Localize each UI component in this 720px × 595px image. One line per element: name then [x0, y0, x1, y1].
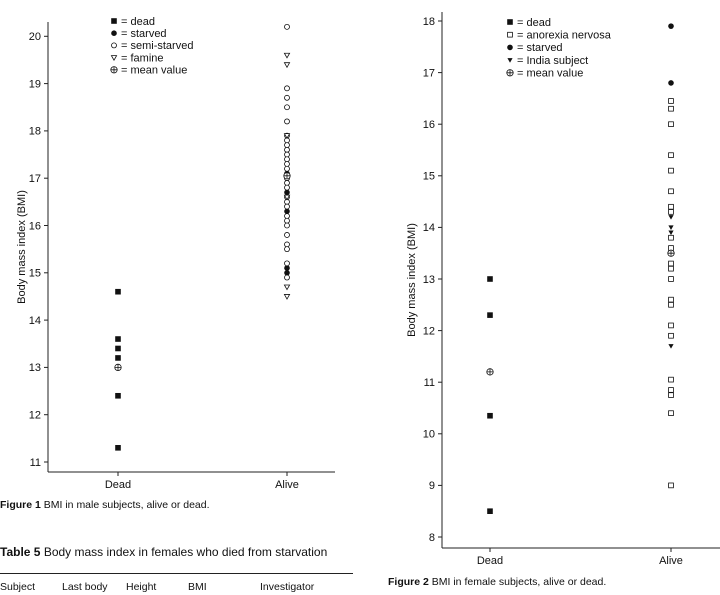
fig1-point-famine-5	[284, 294, 289, 299]
fig1-point-mean-value-1	[284, 173, 290, 179]
fig1-legend-marker-famine	[111, 56, 116, 61]
fig2-point-anorexia-nervosa-10	[669, 261, 674, 266]
fig1-legend-label-famine: = famine	[121, 52, 164, 65]
fig1-legend-marker-semi-starved	[112, 43, 117, 48]
fig1-legend-marker-mean-value	[111, 67, 117, 73]
figure-2-chart	[380, 0, 720, 572]
fig2-point-anorexia-nervosa-0	[669, 99, 674, 104]
fig1-point-semi-starved-18	[285, 204, 290, 209]
table-5-col-bmi: BMI	[188, 581, 207, 593]
fig2-series-starved	[668, 23, 674, 85]
figure-2-label: Figure 2	[388, 576, 429, 588]
fig2-xtick-label-dead: Dead	[476, 555, 504, 567]
fig2-point-mean-value-1	[668, 250, 674, 256]
fig2-point-india-subject-3	[668, 344, 673, 349]
fig2-point-starved-1	[668, 80, 674, 86]
fig2-point-anorexia-nervosa-19	[669, 393, 674, 398]
fig1-point-semi-starved-14	[285, 180, 290, 185]
fig1-point-semi-starved-24	[285, 247, 290, 252]
fig2-ytick-label-18: 18	[422, 15, 435, 28]
fig1-legend-label-semi-starved: = semi-starved	[121, 40, 194, 53]
fig1-xtick-label-alive: Alive	[275, 479, 299, 491]
fig1-point-mean-value-0	[115, 364, 121, 370]
fig2-legend-label-mean-value: = mean value	[517, 67, 584, 80]
fig2-point-anorexia-nervosa-16	[669, 333, 674, 338]
fig1-point-semi-starved-23	[285, 242, 290, 247]
fig1-point-semi-starved-22	[285, 232, 290, 237]
fig2-point-anorexia-nervosa-17	[669, 377, 674, 382]
figure-2-caption-text: BMI in female subjects, alive or dead.	[431, 576, 607, 588]
fig1-point-dead-4	[115, 393, 121, 399]
fig1-ytick-label-12: 12	[28, 409, 41, 422]
fig1-legend	[111, 16, 194, 77]
fig2-series-mean-value	[487, 250, 674, 375]
fig1-ytick-label-20: 20	[28, 31, 41, 44]
fig1-point-dead-5	[115, 445, 121, 451]
fig2-legend-marker-dead	[507, 19, 513, 25]
fig2-y-axis-title: Body mass index (BMI)	[406, 223, 418, 337]
fig2-ytick-label-12: 12	[422, 325, 435, 338]
fig1-point-semi-starved-15	[285, 185, 290, 190]
fig2-point-anorexia-nervosa-6	[669, 204, 674, 209]
table-5-col-last-body: Last body	[62, 581, 108, 593]
fig1-point-semi-starved-3	[285, 105, 290, 110]
fig1-legend-label-dead: = dead	[121, 15, 155, 28]
fig2-point-dead-0	[487, 276, 493, 282]
fig2-ytick-label-11: 11	[423, 377, 435, 389]
fig1-point-dead-2	[115, 346, 121, 352]
fig2-point-anorexia-nervosa-20	[669, 411, 674, 416]
fig1-point-semi-starved-25	[285, 261, 290, 266]
fig1-point-semi-starved-4	[285, 119, 290, 124]
fig2-legend-marker-india-subject	[507, 58, 512, 63]
fig1-point-famine-4	[284, 285, 289, 290]
fig2-point-anorexia-nervosa-14	[669, 302, 674, 307]
fig1-ytick-label-14: 14	[28, 314, 41, 327]
fig1-point-semi-starved-19	[285, 214, 290, 219]
fig2-point-anorexia-nervosa-21	[669, 483, 674, 488]
fig1-point-semi-starved-26	[285, 275, 290, 280]
fig1-series-mean-value	[115, 173, 290, 371]
fig2-point-mean-value-0	[487, 369, 493, 375]
figure-1-chart	[0, 0, 350, 495]
fig2-point-anorexia-nervosa-1	[669, 106, 674, 111]
fig1-y-axis-title: Body mass index (BMI)	[16, 190, 28, 304]
fig2-point-anorexia-nervosa-4	[669, 168, 674, 173]
table-5-title-text: Body mass index in females who died from starvation	[43, 545, 328, 559]
fig2-point-anorexia-nervosa-11	[669, 266, 674, 271]
fig2-xtick-label-alive: Alive	[659, 555, 683, 567]
fig1-point-famine-0	[284, 53, 289, 58]
fig2-ytick-label-10: 10	[422, 428, 435, 441]
fig1-point-semi-starved-1	[285, 86, 290, 91]
fig1-point-dead-1	[115, 336, 121, 342]
fig2-legend-marker-mean-value	[507, 70, 513, 76]
fig1-point-semi-starved-11	[285, 162, 290, 167]
fig2-point-anorexia-nervosa-18	[669, 388, 674, 393]
fig2-legend-label-india-subject: = India subject	[517, 54, 589, 67]
fig2-ytick-label-16: 16	[422, 119, 435, 131]
table-5-label: Table 5	[0, 545, 41, 559]
figure-2-caption	[388, 576, 606, 588]
fig2-ytick-label-14: 14	[422, 222, 435, 235]
fig1-point-semi-starved-21	[285, 223, 290, 228]
fig2-point-india-subject-2	[668, 231, 673, 236]
fig2-ytick-label-13: 13	[422, 273, 435, 286]
table-5-title	[0, 545, 327, 559]
fig2-point-anorexia-nervosa-2	[669, 122, 674, 127]
fig1-ytick-label-18: 18	[28, 125, 41, 138]
fig2-point-dead-1	[487, 312, 493, 318]
fig2-point-starved-0	[668, 23, 674, 29]
table-5-col-height: Height	[126, 581, 157, 593]
fig2-legend-label-dead: = dead	[517, 16, 551, 29]
table-5-col-investigator: Investigator	[260, 581, 315, 593]
fig1-ytick-label-13: 13	[28, 362, 41, 375]
fig2-point-india-subject-0	[668, 215, 673, 220]
fig1-ytick-label-15: 15	[28, 267, 41, 280]
fig1-legend-marker-starved	[111, 30, 117, 36]
figure-1-caption	[0, 499, 210, 511]
fig2-legend-marker-starved	[507, 45, 513, 51]
fig2-legend-label-anorexia-nervosa: = anorexia nervosa	[517, 29, 611, 42]
fig2-legend-label-starved: = starved	[517, 42, 563, 55]
fig2-point-anorexia-nervosa-5	[669, 189, 674, 194]
fig2-point-anorexia-nervosa-12	[669, 277, 674, 282]
fig1-point-semi-starved-8	[285, 147, 290, 152]
fig2-point-dead-2	[487, 413, 493, 419]
fig2-legend-marker-anorexia-nervosa	[508, 32, 513, 37]
fig1-point-dead-3	[115, 355, 121, 361]
fig1-xtick-label-dead: Dead	[104, 479, 132, 491]
fig1-ytick-label-11: 11	[29, 456, 41, 469]
fig1-point-famine-1	[284, 63, 289, 68]
fig1-legend-label-starved: = starved	[121, 28, 167, 40]
fig2-point-anorexia-nervosa-8	[669, 235, 674, 240]
fig1-point-semi-starved-10	[285, 157, 290, 162]
fig1-ytick-label-19: 19	[28, 78, 41, 91]
fig2-ytick-label-8: 8	[428, 531, 435, 544]
fig2-series-dead	[487, 276, 493, 514]
table-5-top-rule	[0, 573, 353, 574]
fig1-ytick-label-16: 16	[28, 220, 41, 233]
fig2-ytick-label-15: 15	[422, 170, 435, 183]
figure-1-label: Figure 1	[0, 499, 41, 511]
fig2-legend	[507, 17, 612, 80]
fig2-point-anorexia-nervosa-7	[669, 210, 674, 215]
fig2-point-anorexia-nervosa-3	[669, 153, 674, 158]
figure-1-caption-text: BMI in male subjects, alive or dead.	[43, 499, 210, 511]
fig2-point-india-subject-1	[668, 225, 673, 230]
fig1-legend-label-mean-value: = mean value	[121, 64, 188, 77]
fig2-ytick-label-17: 17	[422, 67, 435, 80]
fig1-point-semi-starved-7	[285, 143, 290, 148]
fig1-ytick-label-17: 17	[28, 173, 41, 185]
table-5-col-subject: Subject	[0, 581, 36, 593]
fig1-point-semi-starved-12	[285, 166, 290, 171]
fig1-point-semi-starved-0	[285, 24, 290, 29]
fig2-point-dead-3	[487, 508, 493, 514]
fig2-ytick-label-9: 9	[428, 480, 435, 493]
fig2-series-anorexia-nervosa	[669, 99, 674, 488]
fig1-point-dead-0	[115, 289, 121, 295]
fig1-point-semi-starved-9	[285, 152, 290, 157]
fig1-legend-marker-dead	[111, 18, 117, 24]
fig2-point-anorexia-nervosa-13	[669, 297, 674, 302]
fig1-point-semi-starved-2	[285, 95, 290, 100]
fig2-point-anorexia-nervosa-15	[669, 323, 674, 328]
fig1-point-semi-starved-20	[285, 218, 290, 223]
